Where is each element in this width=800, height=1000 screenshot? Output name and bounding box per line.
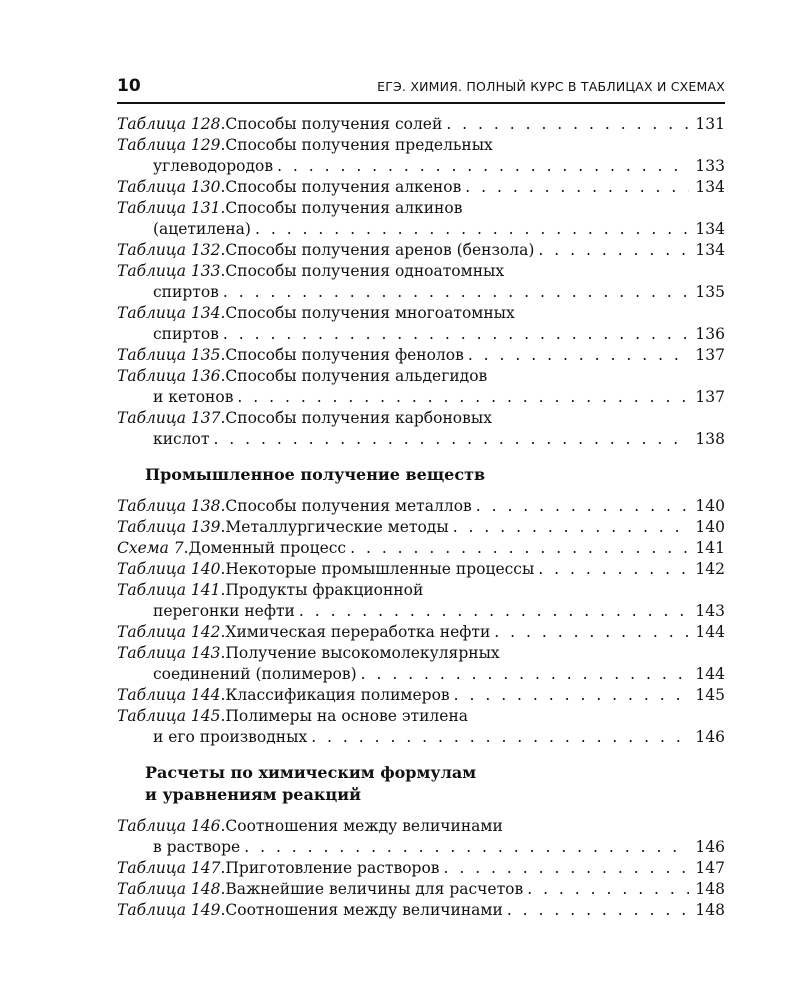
label-separator: . [220,859,226,877]
toc-entry-page: 143 [695,602,725,620]
toc-entry-line [117,366,725,387]
toc-entry-label: Таблица 132 [117,241,221,259]
dot-leader [442,114,689,135]
toc-entry-line [117,900,725,921]
section-title-calculations [117,762,725,806]
toc-entry[interactable] [117,261,725,303]
toc-entry-title: кислот [153,430,210,448]
toc-entry-title: Способы получения аренов (бензола) [225,241,535,259]
toc-entry[interactable] [117,706,725,748]
label-separator: . [220,241,226,259]
toc-entry-label: Схема 7 [117,539,184,557]
label-separator: . [220,262,226,280]
label-separator: . [220,644,226,662]
toc-entry-line [117,858,725,879]
label-separator: . [220,199,226,217]
label-separator: . [220,817,226,835]
toc-entry-line [117,324,725,345]
label-separator: . [220,880,226,898]
toc-entry-title: Полимеры на основе этилена [225,707,469,725]
toc-entry-line [117,538,725,559]
toc-entry-line [117,580,725,601]
toc-entry-page: 142 [695,560,725,578]
toc-entry-title: в растворе [153,838,241,856]
toc-entry-label: Таблица 140 [117,560,221,578]
label-separator: . [220,581,226,599]
toc-entry-line [117,727,725,748]
toc-entry-line [117,135,725,156]
toc-entry-title: и его производных [153,728,308,746]
toc-entry-title: Способы получения фенолов [225,346,464,364]
toc-entry-title: спиртов [153,325,219,343]
toc-entry[interactable] [117,816,725,858]
toc-entry-label: Таблица 149 [117,901,221,919]
toc-entry-title: Металлургические методы [225,518,449,536]
toc-entry-line [117,879,725,900]
toc-entry-title: Важнейшие величины для расчетов [225,880,524,898]
toc-entry-page: 137 [695,346,725,364]
toc-entry-page: 134 [695,241,725,259]
toc-entry[interactable] [117,879,725,900]
label-separator: . [220,178,226,196]
dot-leader [534,559,689,580]
toc-entry-label: Таблица 142 [117,623,221,641]
dot-leader [209,429,689,450]
toc-entry-line [117,622,725,643]
toc-entry-title: Способы получения алкинов [225,199,463,217]
toc-entry-title: соединений (полимеров) [153,665,357,683]
toc-entry-label: Таблица 129 [117,136,221,154]
toc-entry-title: Доменный процесс [188,539,347,557]
dot-leader [295,601,689,622]
toc-entry-line [117,816,725,837]
section-title-line: Расчеты по химическим формулам [145,763,477,782]
toc-entry-label: Таблица 130 [117,178,221,196]
dot-leader [464,345,689,366]
toc-entry-title: Способы получения алкенов [225,178,462,196]
label-separator: . [220,304,226,322]
toc-entry-page: 148 [695,901,725,919]
toc-entry[interactable] [117,496,725,517]
toc-entry-title: Химическая переработка нефти [225,623,491,641]
toc-entry-line [117,837,725,858]
label-separator: . [220,901,226,919]
toc-entry-line [117,156,725,177]
toc-entry-page: 140 [695,518,725,536]
toc-entry-line [117,429,725,450]
toc-entry-page: 140 [695,497,725,515]
toc-entry-line [117,303,725,324]
label-separator: . [220,346,226,364]
toc-entry-page: 134 [695,220,725,238]
toc-entry-title: Способы получения многоатомных [225,304,515,322]
label-separator: . [220,623,226,641]
book-page [117,76,725,921]
toc-entry-title: Способы получения одноатомных [225,262,505,280]
toc-entry-page: 148 [695,880,725,898]
dot-leader [440,858,690,879]
toc-entry[interactable] [117,408,725,450]
toc-entry-title: Способы получения металлов [225,497,472,515]
toc-entry-line [117,261,725,282]
toc-entry-page: 147 [695,859,725,877]
toc-entry-title: Некоторые промышленные процессы [225,560,535,578]
toc-entry-title: Способы получения солей [225,115,443,133]
toc-entry-line [117,408,725,429]
toc-entry[interactable] [117,538,725,559]
toc-entry-label: Таблица 147 [117,859,221,877]
label-separator: . [220,367,226,385]
label-separator: . [220,560,226,578]
toc-entry[interactable] [117,135,725,177]
toc-entry-line [117,706,725,727]
toc-entry-label: Таблица 134 [117,304,221,322]
toc-entry-line [117,345,725,366]
toc-entry-line [117,517,725,538]
toc-entry-label: Таблица 148 [117,880,221,898]
label-separator: . [220,136,226,154]
toc-entry[interactable] [117,517,725,538]
dot-leader [219,324,689,345]
section-title-industrial [117,464,725,486]
toc-entry[interactable] [117,685,725,706]
toc-entry-page: 141 [695,539,725,557]
toc-entry-label: Таблица 128 [117,115,221,133]
toc-entry[interactable] [117,114,725,135]
toc-entry-label: Таблица 131 [117,199,221,217]
toc-entry-label: Таблица 135 [117,346,221,364]
toc-entry-line [117,643,725,664]
page-header [117,76,725,104]
toc-entry-line [117,559,725,580]
toc-entry-title: Соотношения между величинами [225,817,503,835]
toc-entry[interactable] [117,643,725,685]
toc-group-2 [117,496,725,748]
toc-entry-title: Способы получения карбоновых [225,409,492,427]
toc-entry-page: 145 [695,686,725,704]
dot-leader [346,538,689,559]
toc-entry[interactable] [117,559,725,580]
dot-leader [472,496,689,517]
toc-entry[interactable] [117,345,725,366]
dot-leader [357,664,689,685]
dot-leader [240,837,689,858]
label-separator: . [220,115,226,133]
toc-entry[interactable] [117,303,725,345]
toc-entry-line [117,387,725,408]
dot-leader [273,156,689,177]
toc-entry-title: (ацетилена) [153,220,251,238]
label-separator: . [183,539,189,557]
toc-entry-title: перегонки нефти [153,602,295,620]
section-title-line: Промышленное получение веществ [145,465,486,484]
toc-group-3 [117,816,725,921]
label-separator: . [220,497,226,515]
dot-leader [523,879,689,900]
toc-entry[interactable] [117,858,725,879]
toc-entry-label: Таблица 143 [117,644,221,662]
label-separator: . [220,707,226,725]
toc-entry-label: Таблица 137 [117,409,221,427]
toc-entry[interactable] [117,366,725,408]
dot-leader [461,177,689,198]
toc-entry[interactable] [117,177,725,198]
toc-entry-label: Таблица 138 [117,497,221,515]
dot-leader [534,240,689,261]
toc-entry-page: 136 [695,325,725,343]
toc-entry-label: Таблица 144 [117,686,221,704]
dot-leader [219,282,689,303]
toc-entry-label: Таблица 133 [117,262,221,280]
toc-entry-line [117,177,725,198]
toc-entry-page: 135 [695,283,725,301]
toc-entry[interactable] [117,900,725,921]
toc-entry-page: 144 [695,665,725,683]
page-number: 10 [117,76,141,96]
toc-entry-title: спиртов [153,283,219,301]
section-title-line: и уравнениям реакций [145,785,361,804]
toc-entry[interactable] [117,622,725,643]
toc-entry-page: 138 [695,430,725,448]
dot-leader [503,900,689,921]
toc-entry-line [117,601,725,622]
toc-entry-title: Классификация полимеров [225,686,450,704]
dot-leader [449,517,689,538]
toc-entry-title: углеводородов [153,157,274,175]
toc-entry-line [117,282,725,303]
toc-entry[interactable] [117,198,725,240]
toc-group-1 [117,114,725,450]
toc-entry-page: 146 [695,728,725,746]
dot-leader [251,219,689,240]
dot-leader [233,387,689,408]
label-separator: . [220,518,226,536]
toc-entry-line [117,219,725,240]
toc-entry-page: 133 [695,157,725,175]
toc-entry-line [117,198,725,219]
toc-entry-title: Приготовление растворов [225,859,440,877]
toc-entry-line [117,114,725,135]
toc-entry-page: 144 [695,623,725,641]
toc-entry-label: Таблица 146 [117,817,221,835]
toc-entry-line [117,240,725,261]
toc-entry-page: 131 [695,115,725,133]
table-of-contents [117,114,725,921]
dot-leader [450,685,689,706]
toc-entry[interactable] [117,580,725,622]
toc-entry-title: Продукты фракционной [225,581,424,599]
toc-entry-title: и кетонов [153,388,234,406]
toc-entry-title: Способы получения предельных [225,136,493,154]
toc-entry-title: Получение высокомолекулярных [225,644,500,662]
label-separator: . [220,409,226,427]
toc-entry-line [117,664,725,685]
toc-entry-page: 137 [695,388,725,406]
running-title: ЕГЭ. ХИМИЯ. ПОЛНЫЙ КУРС В ТАБЛИЦАХ И СХЕМАХ [377,79,725,94]
toc-entry-label: Таблица 145 [117,707,221,725]
toc-entry-title: Соотношения между величинами [225,901,503,919]
toc-entry-page: 146 [695,838,725,856]
dot-leader [490,622,689,643]
toc-entry[interactable] [117,240,725,261]
toc-entry-title: Способы получения альдегидов [225,367,488,385]
toc-entry-label: Таблица 139 [117,518,221,536]
toc-entry-label: Таблица 141 [117,581,221,599]
label-separator: . [220,686,226,704]
toc-entry-line [117,496,725,517]
dot-leader [307,727,689,748]
toc-entry-label: Таблица 136 [117,367,221,385]
toc-entry-page: 134 [695,178,725,196]
toc-entry-line [117,685,725,706]
